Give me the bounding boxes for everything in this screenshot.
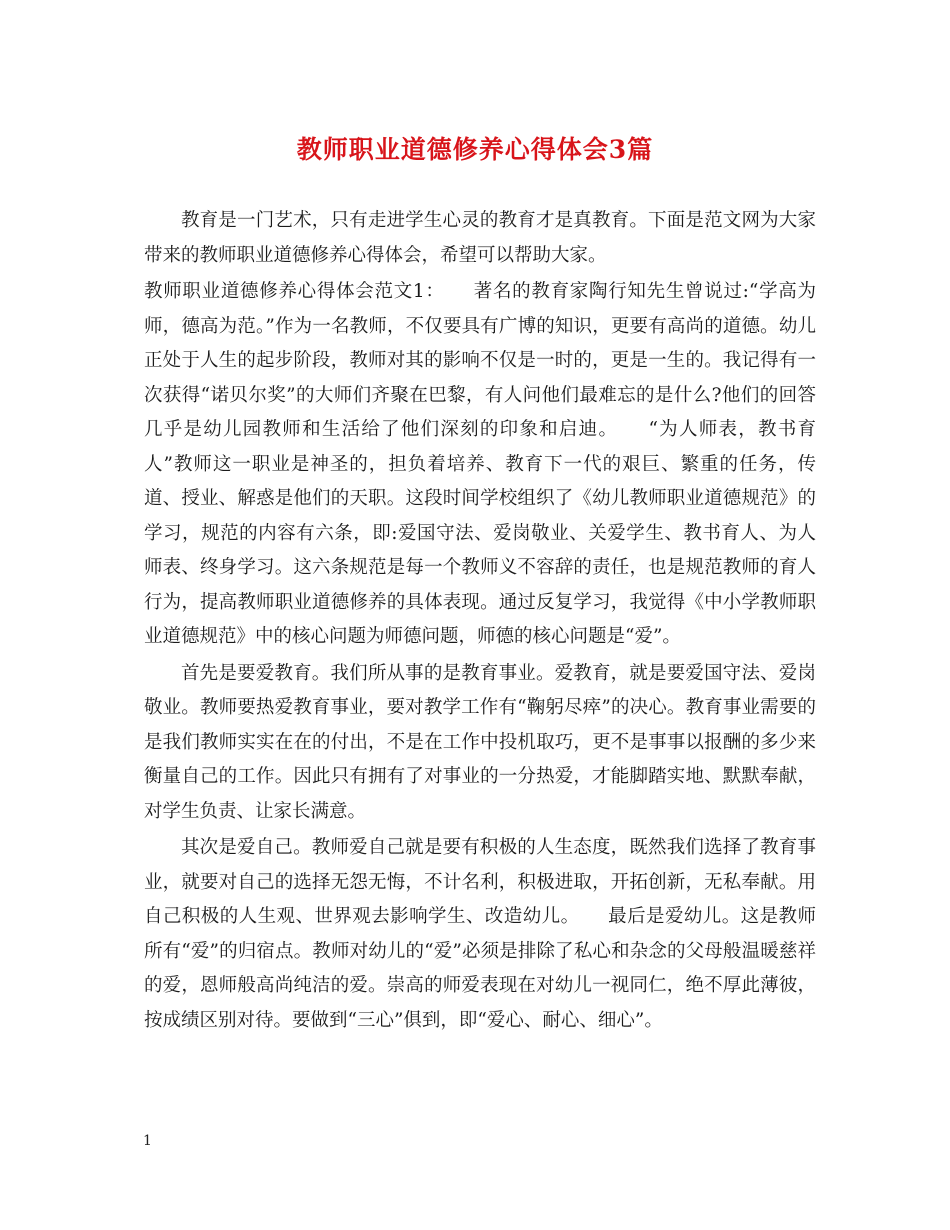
- paragraph-love-self: 其次是爱自己。教师爱自己就是要有积极的人生态度，既然我们选择了教育事业，就要对自己的选择无怨无悔，不计名利，积极进取，开拓创新，无私奉献。用自己积极的人生观、世界观去影响学生、改造幼儿。 最后是爱幼儿。这是教师所有“爱”的归宿点。教师对幼儿的“爱”必须是排除了私心和杂念的父母般温暖慈祥的爱，恩师般高尚纯洁的爱。崇高的师爱表现在对幼儿一视同仁，绝不厚此薄彼，按成绩区别对待。要做到“三心”俱到，即“爱心、耐心、细心”。: [144, 837, 816, 1031]
- paragraph-love-education: 首先是要爱教育。我们所从事的是教育事业。爱教育，就是要爱国守法、爱岗敬业。教师要热爱教育事业，要对教学工作有“鞠躬尽瘁”的决心。教育事业需要的是我们教师实实在在的付出，不是在工作中投机取巧，更不是事事以报酬的多少来衡量自己的工作。因此只有拥有了对事业的一分热爱，才能脚踏实地、默默奉献，对学生负责、让家长满意。: [144, 662, 816, 822]
- page-number: 1: [143, 1133, 152, 1149]
- document-body: [144, 204, 816, 1040]
- paragraph-essay-1: 教师职业道德修养心得体会范文1： 著名的教育家陶行知先生曾说过:“学高为师，德高为范。”作为一名教师，不仅要具有广博的知识，更要有高尚的道德。幼儿正处于人生的起步阶段，教师对其的影响不仅是一时的，更是一生的。我记得有一次获得“诺贝尔奖”的大师们齐聚在巴黎，有人问他们最难忘的是什么?他们的回答几乎是幼儿园教师和生活给了他们深刻的印象和启迪。 “为人师表，教书育人”教师这一职业是神圣的，担负着培养、教育下一代的艰巨、繁重的任务，传道、授业、解惑是他们的天职。这段时间学校组织了《幼儿教师职业道德规范》的学习，规范的内容有六条，即:爱国守法、爱岗敬业、关爱学生、教书育人、为人师表、终身学习。这六条规范是每一个教师义不容辞的责任，也是规范教师的育人行为，提高教师职业道德修养的具体表现。通过反复学习，我觉得《中小学教师职业道德规范》中的核心问题为师德问题，师德的核心问题是“爱”。: [144, 281, 816, 647]
- document-title: 教师职业道德修养心得体会3篇: [296, 135, 654, 164]
- paragraph-intro: 教育是一门艺术，只有走进学生心灵的教育才是真教育。下面是范文网为大家带来的教师职业道德修养心得体会，希望可以帮助大家。: [144, 210, 816, 266]
